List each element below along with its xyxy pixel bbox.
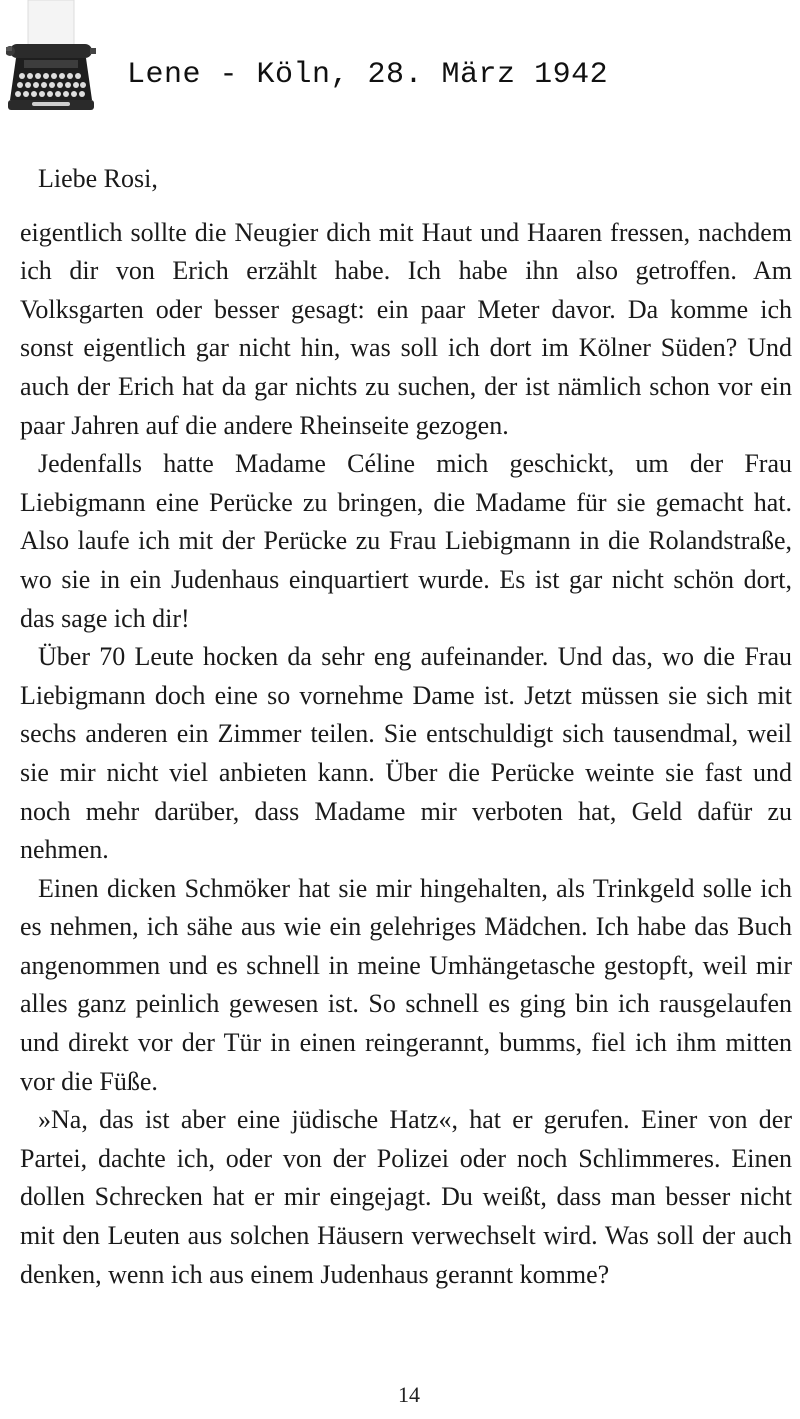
letter-paragraph-2: Jedenfalls hatte Madame Céline mich geschickt, um der Frau Liebigmann eine Perücke zu bringen, die Madame für sie gemacht hat. Also laufe ich mit der Perücke zu Frau Liebigmann in die Rolandstraße, wo sie in ein Judenhaus einquartiert wurde. Es ist gar nicht schön dort, das sage ich dir! [20,449,792,633]
typewriter-icon [6,0,96,118]
letter-salutation: Liebe Rosi, [38,164,158,193]
letter-paragraph-4: Einen dicken Schmöker hat sie mir hingehalten, als Trinkgeld solle ich es nehmen, ich sähe aus wie ein gelehriges Mädchen. Ich habe das Buch angenommen und es schnell in meine Umhängetasche gestopft, weil mir alles ganz peinlich gewesen ist. So schnell es ging bin ich rausgelaufen und direkt vor der Tür in einen reingerannt, bumms, fiel ich ihm mitten vor die Füße. [20,873,792,1096]
letter-paragraph-1: eigentlich sollte die Neugier dich mit Haut und Haaren fressen, nachdem ich dir von Erich erzählt habe. Ich habe ihn also getroffen. Am Volksgarten oder besser gesagt: ein paar Meter davor. Da komme ich sonst eigentlich gar nicht hin, was soll ich dort im Kölner Süden? Und auch der Erich hat da gar nichts zu suchen, der ist nämlich schon vor ein paar Jahren auf die andere Rheinseite gezogen. [20,217,792,440]
letter-body [20,160,792,1294]
letter-paragraph-5: »Na, das ist aber eine jüdische Hatz«, hat er gerufen. Einer von der Partei, dachte ich, oder von der Polizei oder noch Schlimmeres. Einen dollen Schrecken hat er mir eingejagt. Du weißt, dass man besser nicht mit den Leuten aus solchen Häusern verwechselt wird. Was soll der auch denken, wenn ich aus einem Judenhaus gerannt komme? [20,1105,792,1289]
chapter-title: Lene - Köln, 28. März 1942 [127,58,609,92]
chapter-header [0,0,800,125]
letter-paragraph-3: Über 70 Leute hocken da sehr eng aufeinander. Und das, wo die Frau Liebigmann doch eine so vornehme Dame ist. Jetzt müssen sie sich mit sechs anderen ein Zimmer teilen. Sie entschuldigt sich tausendmal, weil sie mir nicht viel anbieten kann. Über die Perücke weinte sie fast und noch mehr darüber, dass Madame mir verboten hat, Geld dafür zu nehmen. [20,642,792,865]
page-number: 14 [398,1382,420,1407]
